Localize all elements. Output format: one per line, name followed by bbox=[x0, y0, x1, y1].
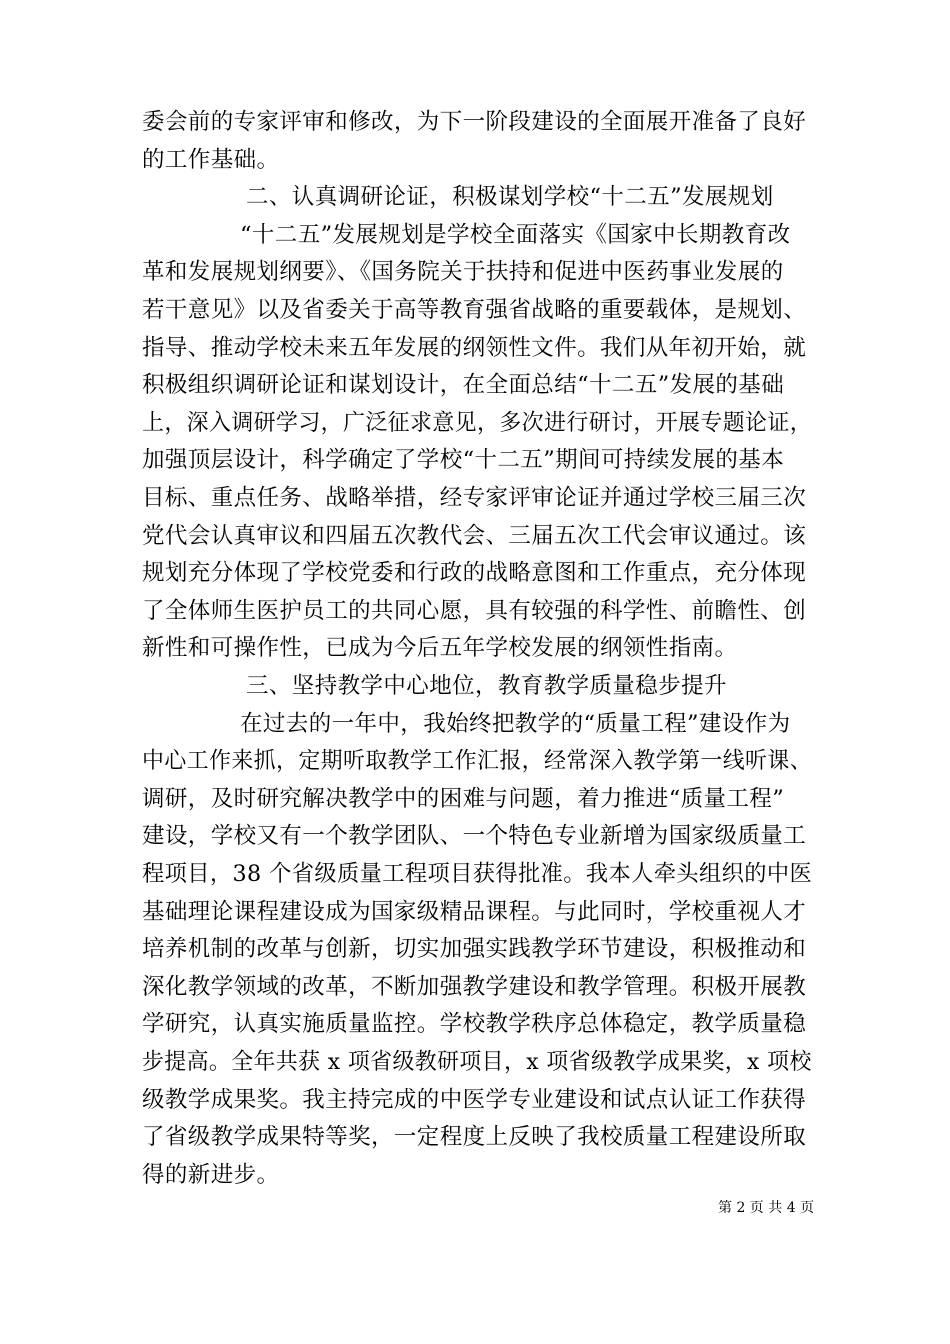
section-heading-3: 三、坚持教学中心地位，教育教学质量稳步提升 bbox=[246, 673, 727, 699]
page-number-footer: 第 2 页 共 4 页 bbox=[718, 1200, 815, 1216]
body-line-24: 深化教学领域的改革，不断加强教学建设和教学管理。积极开展教 bbox=[142, 973, 807, 1000]
body-line-1: 委会前的专家评审和修改，为下一阶段建设的全面展开准备了良好 bbox=[142, 109, 807, 135]
body-line-13: 规划充分体现了学校党委和行政的战略意图和工作重点，充分体现 bbox=[142, 560, 807, 587]
body-line-2: 的工作基础。 bbox=[142, 146, 280, 173]
body-line-14: 了全体师生医护员工的共同心愿，具有较强的科学性、前瞻性、创 bbox=[142, 597, 807, 624]
body-line-25: 学研究，认真实施质量监控。学校教学秩序总体稳定，教学质量稳 bbox=[142, 1011, 807, 1038]
body-line-7: 指导、推动学校未来五年发展的纲领性文件。我们从年初开始，就 bbox=[142, 334, 807, 361]
body-line-28: 了省级教学成果特等奖，一定程度上反映了我校质量工程建设所取 bbox=[142, 1124, 807, 1151]
body-line-21: 程项目，38 个省级质量工程项目获得批准。我本人牵头组织的中医 bbox=[142, 861, 813, 887]
body-line-17: 在过去的一年中，我始终把教学的“质量工程”建设作为 bbox=[240, 710, 791, 737]
body-line-19: 调研，及时研究解决教学中的困难与问题，着力推进“质量工程” bbox=[142, 785, 785, 812]
body-line-4: “十二五”发展规划是学校全面落实《国家中长期教育改 bbox=[240, 221, 791, 248]
body-line-9: 上，深入调研学习，广泛征求意见，多次进行研讨，开展专题论证， bbox=[142, 409, 813, 436]
body-line-20: 建设，学校又有一个教学团队、一个特色专业新增为国家级质量工 bbox=[142, 823, 807, 850]
body-line-11: 目标、重点任务、战略举措，经专家评审论证并通过学校三届三次 bbox=[142, 485, 807, 511]
body-line-10: 加强顶层设计，科学确定了学校“十二五”期间可持续发展的基本 bbox=[142, 447, 785, 474]
body-line-23: 培养机制的改革与创新，切实加强实践教学环节建设，积极推动和 bbox=[142, 936, 807, 963]
body-line-26: 步提高。全年共获 x 项省级教研项目，x 项省级教学成果奖，x 项校 bbox=[142, 1049, 812, 1075]
body-line-12: 党代会认真审议和四届五次教代会、三届五次工代会审议通过。该 bbox=[142, 522, 807, 549]
section-heading-2: 二、认真调研论证，积极谋划学校“十二五”发展规划 bbox=[246, 184, 774, 211]
body-line-15: 新性和可操作性，已成为今后五年学校发展的纲领性指南。 bbox=[142, 635, 738, 662]
body-line-27: 级教学成果奖。我主持完成的中医学专业建设和试点认证工作获得 bbox=[142, 1086, 807, 1113]
body-line-18: 中心工作来抓，定期听取教学工作汇报，经常深入教学第一线听课、 bbox=[142, 748, 813, 775]
body-line-5: 革和发展规划纲要》、《国务院关于扶持和促进中医药事业发展的 bbox=[142, 259, 784, 286]
body-line-8: 积极组织调研论证和谋划设计，在全面总结“十二五”发展的基础 bbox=[142, 372, 785, 399]
body-line-22: 基础理论课程建设成为国家级精品课程。与此同时，学校重视人才 bbox=[142, 898, 807, 925]
body-line-29: 得的新进步。 bbox=[142, 1161, 280, 1188]
body-line-6: 若干意见》以及省委关于高等教育强省战略的重要载体，是规划、 bbox=[142, 297, 807, 323]
